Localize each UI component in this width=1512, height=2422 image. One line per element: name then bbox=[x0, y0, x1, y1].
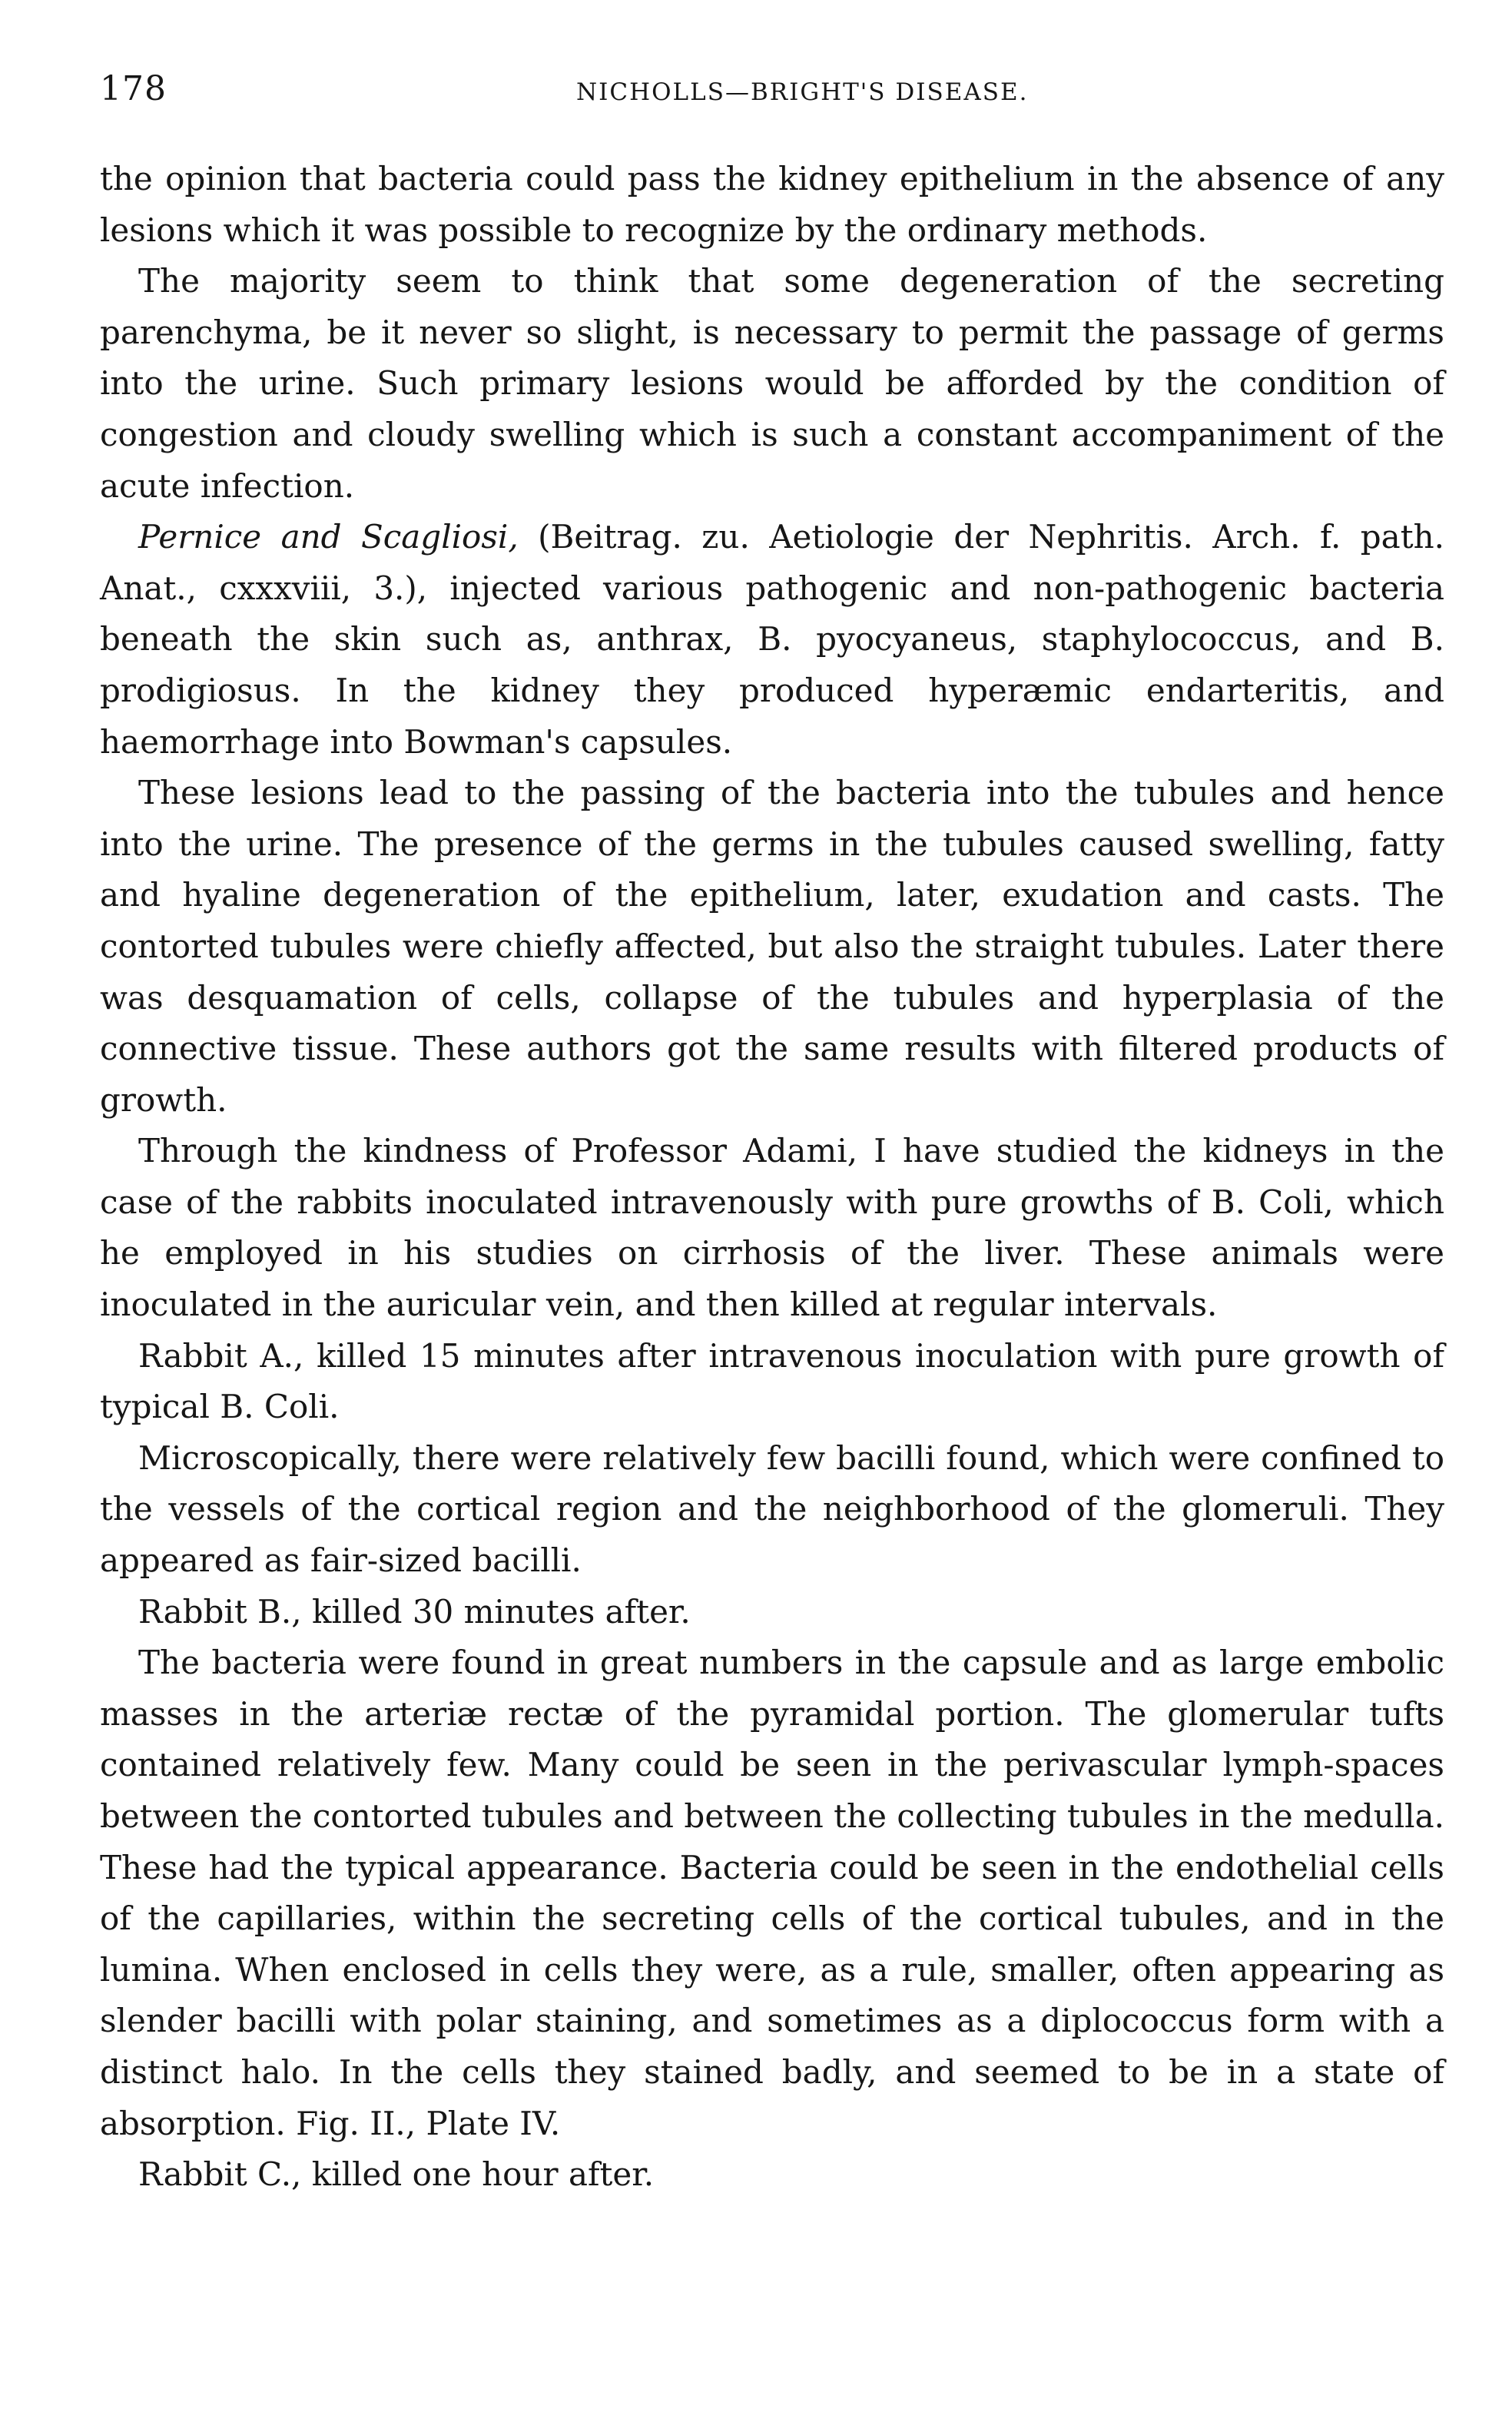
page-header bbox=[100, 69, 1444, 131]
paragraph: The bacteria were found in great numbers in the capsule and as large embolic masses in the arteriæ rectæ of the pyramidal portion. The glomerular tufts contained relatively few. Many could be seen in the perivascular lymph-spaces between the contorted tubules and between the collecting tubules in the medulla. These had the typical appearance. Bacteria could be seen in the endothelial cells of the capillaries, within the secreting cells of the cortical tubules, and in the lumina. When enclosed in cells they were, as a rule, smaller, often appearing as slender bacilli with polar staining, and sometimes as a diplococcus form with a distinct halo. In the cells they stained badly, and seemed to be in a state of absorption. Fig. II., Plate IV. bbox=[100, 1644, 1444, 2142]
paragraph: The majority seem to think that some degeneration of the secreting parenchyma, be it never so slight, is necessary to permit the passage of germs into the urine. Such primary lesions would be afforded by the condition of congestion and cloudy swelling which is such a constant accompaniment of the acute infection. bbox=[100, 262, 1444, 505]
body-text bbox=[100, 154, 1444, 2201]
paragraph: Through the kindness of Professor Adami, I have studied the kidneys in the case of the rabbits inoculated intravenously with pure growths of B. Coli, which he employed in his studies on cirrhosis of the liver. These animals were inoculated in the auricular vein, and then killed at regular intervals. bbox=[100, 1132, 1444, 1324]
paragraph: the opinion that bacteria could pass the kidney epithelium in the absence of any lesions which it was possible to recognize by the ordinary methods. bbox=[100, 160, 1444, 249]
author-reference: Pernice and Scagliosi, bbox=[138, 518, 519, 556]
paragraph: Rabbit C., killed one hour after. bbox=[138, 2155, 655, 2194]
paragraph: Microscopically, there were relatively few bacilli found, which were confined to the vessels of the cortical region and the neighborhood of the glomeruli. They appeared as fair-sized bacilli. bbox=[100, 1438, 1444, 1580]
document-page bbox=[100, 69, 1444, 2201]
paragraph-text: (Beitrag. zu. Aetiologie der Nephritis. Arch. f. path. Anat., cxxxviii, 3.), injected various pathogenic and non-pathogenic bacteria beneath the skin such as, anthrax, B. pyocyaneus, staphylococcus, and B. prodigiosus. In the kidney they produced hyperæmic endarteritis, and haemorrhage into Bowman's capsules. bbox=[100, 518, 1444, 761]
paragraph: Rabbit A., killed 15 minutes after intravenous inoculation with pure growth of typical B. Coli. bbox=[100, 1336, 1444, 1426]
paragraph: Rabbit B., killed 30 minutes after. bbox=[138, 1592, 691, 1631]
running-title: NICHOLLS—BRIGHT'S DISEASE. bbox=[576, 78, 1029, 106]
paragraph bbox=[100, 512, 1444, 768]
page-number: 178 bbox=[100, 69, 167, 108]
paragraph: These lesions lead to the passing of the bacteria into the tubules and hence into the urine. The presence of the germs in the tubules caused swelling, fatty and hyaline degeneration of the epithelium, later, exudation and casts. The contorted tubules were chiefly affected, but also the straight tubules. Later there was desquamation of cells, collapse of the tubules and hyperplasia of the connective tissue. These authors got the same results with filtered products of growth. bbox=[100, 774, 1444, 1119]
